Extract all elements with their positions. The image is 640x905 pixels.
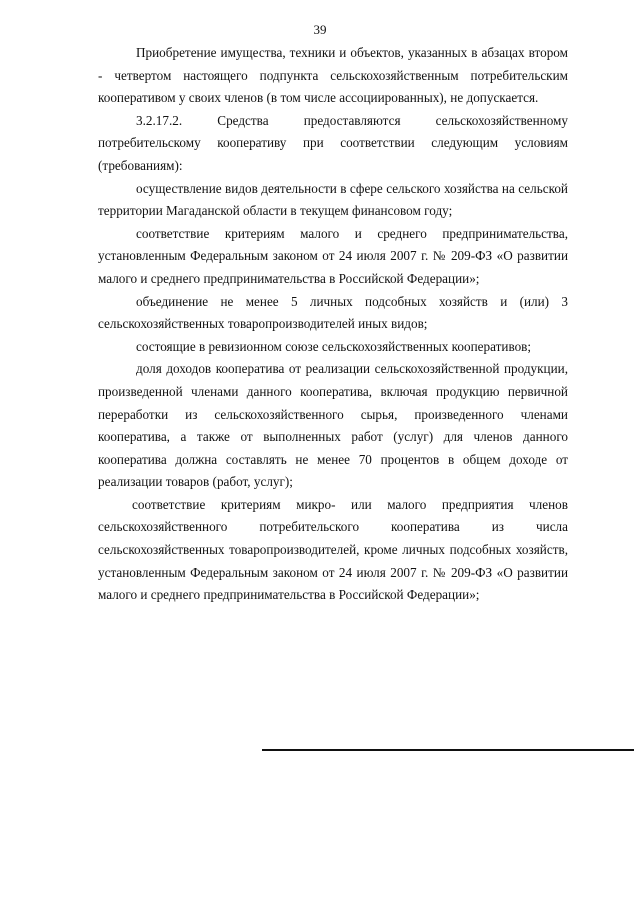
paragraph-condition-sme-criteria: соответствие критериям малого и среднего предпринимательства, установленным Федеральным законом от 24 июля 2007 г. № 209-ФЗ «О развитии малого и среднего предпринимательства в Российской Федерации»; xyxy=(98,225,568,286)
paragraph-condition-audit-union: состоящие в ревизионном союзе сельскохозяйственных кооперативов; xyxy=(136,338,532,354)
paragraph-clause-3-2-17-2: 3.2.17.2. Средства предоставляются сельскохозяйственному потребительскому кооперативу при соответствии следующим условиям (требованиям): xyxy=(98,112,568,173)
document-body xyxy=(98,42,568,607)
paragraph-condition-member-criteria: соответствие критериям микро- или малого предприятия членов сельскохозяйственного потребительского кооператива из числа сельскохозяйственных товаропроизводителей, кроме личных подсобных хозяйств, установленным Федеральным законом от 24 июля 2007 г. № 209-ФЗ «О развитии малого и среднего предпринимательства в Российской Федерации»; xyxy=(98,496,568,603)
paragraph-condition-activity: осуществление видов деятельности в сфере сельского хозяйства на сельской территории Магаданской области в текущем финансовом году; xyxy=(98,180,568,219)
bottom-rule xyxy=(262,749,634,751)
paragraph-acquisition-restriction: Приобретение имущества, техники и объектов, указанных в абзацах втором - четвертом настоящего подпункта сельскохозяйственным потребительским кооперативом у своих членов (в том числе ассоциированных), не допускается. xyxy=(98,45,568,106)
paragraph-condition-membership: объединение не менее 5 личных подсобных хозяйств и (или) 3 сельскохозяйственных товаропроизводителей иных видов; xyxy=(98,293,568,332)
page-number: 39 xyxy=(313,22,327,37)
paragraph-condition-income-share: доля доходов кооператива от реализации сельскохозяйственной продукции, произведенной членами данного кооператива, включая продукцию первичной переработки из сельскохозяйственного сырья, произведенного членами кооператива, а также от выполненных работ (услуг) для членов данного кооператива должна составлять не менее 70 процентов в общем доходе от реализации товаров (работ, услуг); xyxy=(98,361,568,490)
